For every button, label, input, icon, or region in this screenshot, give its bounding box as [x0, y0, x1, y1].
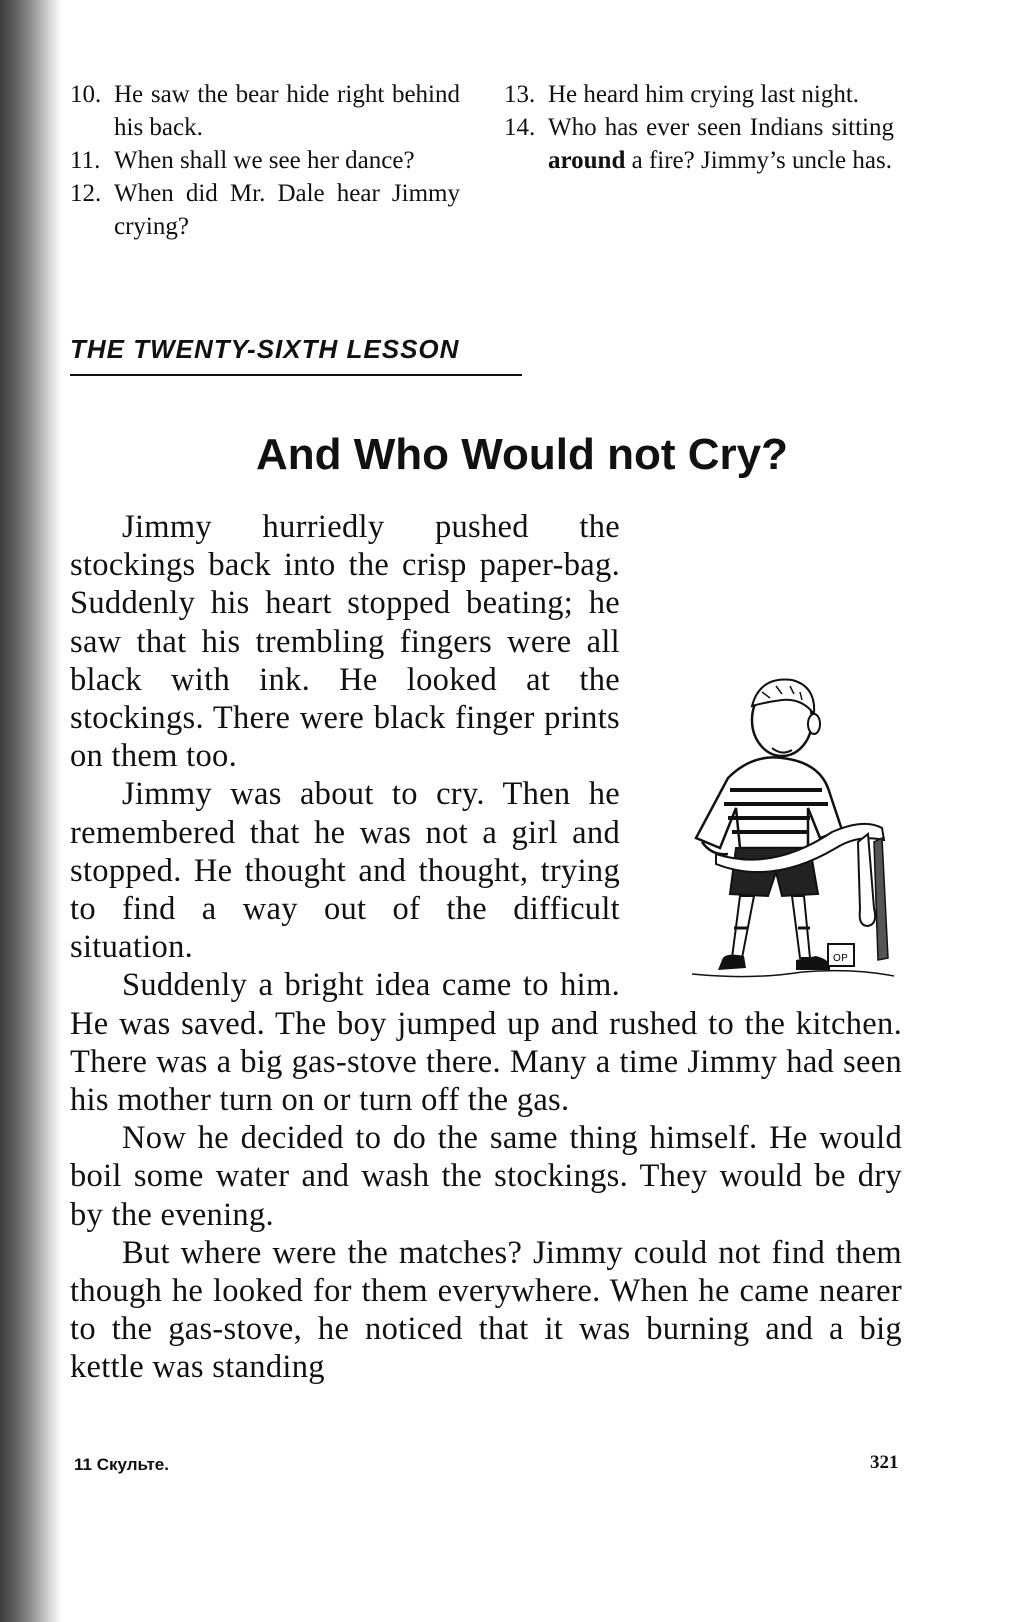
exercise-item — [70, 78, 460, 144]
story-paragraph: Now he decided to do the same thing himself. He would boil some water and wash the stockings. They would be dry by the evening. — [70, 1120, 902, 1233]
signature-mark: 11 Скульте. — [74, 1455, 169, 1474]
exercise-number: 11. — [70, 147, 101, 174]
box-label: OP — [833, 953, 849, 964]
exercise-text: When shall we see her dance? — [114, 147, 415, 174]
bold-word: around — [548, 147, 626, 174]
exercise-text: Who has ever seen Indians sitting around a fire? Jimmy’s uncle has. — [548, 114, 894, 174]
exercise-number: 13. — [504, 81, 536, 108]
exercise-item — [70, 144, 460, 177]
exercise-text: He heard him crying last night. — [548, 81, 860, 108]
exercise-item — [504, 78, 894, 111]
exercise-text: He saw the bear hide right behind his back. — [114, 81, 460, 141]
lesson-heading: THE TWENTY-SIXTH LESSON — [70, 334, 460, 364]
story-paragraph: Jimmy hurriedly pushed the stockings back into the crisp paper-bag. Suddenly his heart stopped beating; he saw that his trembling fingers were all black with ink. He looked at the stockings. There were black finger prints on them too. — [70, 509, 620, 775]
exercise-text: When did Mr. Dale hear Jimmy crying? — [114, 180, 460, 240]
story-body — [70, 508, 902, 1387]
story-paragraph: But where were the matches? Jimmy could not find them though he looked for them everywhere. When he came nearer to the gas-stove, he noticed that it was burning and a big kettle was standing — [70, 1234, 902, 1386]
story-paragraph: Jimmy was about to cry. Then he remembered that he was not a girl and stopped. He thought and thought, trying to find a way out of the difficult situation. — [70, 776, 620, 966]
exercise-item — [70, 177, 460, 243]
exercise-item — [504, 111, 894, 177]
exercise-column-right — [504, 78, 894, 177]
exercise-number: 10. — [70, 81, 102, 108]
book-binding-shadow — [0, 0, 62, 1622]
story-paragraph: Suddenly a bright idea came to him. He was saved. The boy jumped up and rushed to the kitchen. There was a big gas-stove there. Many a time Jimmy had seen his mother turn on or turn off the gas. — [70, 967, 902, 1119]
page-number: 321 — [870, 1452, 899, 1473]
story-title: And Who Would not Cry? — [256, 430, 788, 479]
heading-underline — [70, 374, 522, 376]
boy-with-stockings-illustration — [632, 658, 902, 994]
exercise-number: 14. — [504, 114, 536, 141]
exercise-column-left — [70, 78, 460, 243]
exercise-number: 12. — [70, 180, 102, 207]
